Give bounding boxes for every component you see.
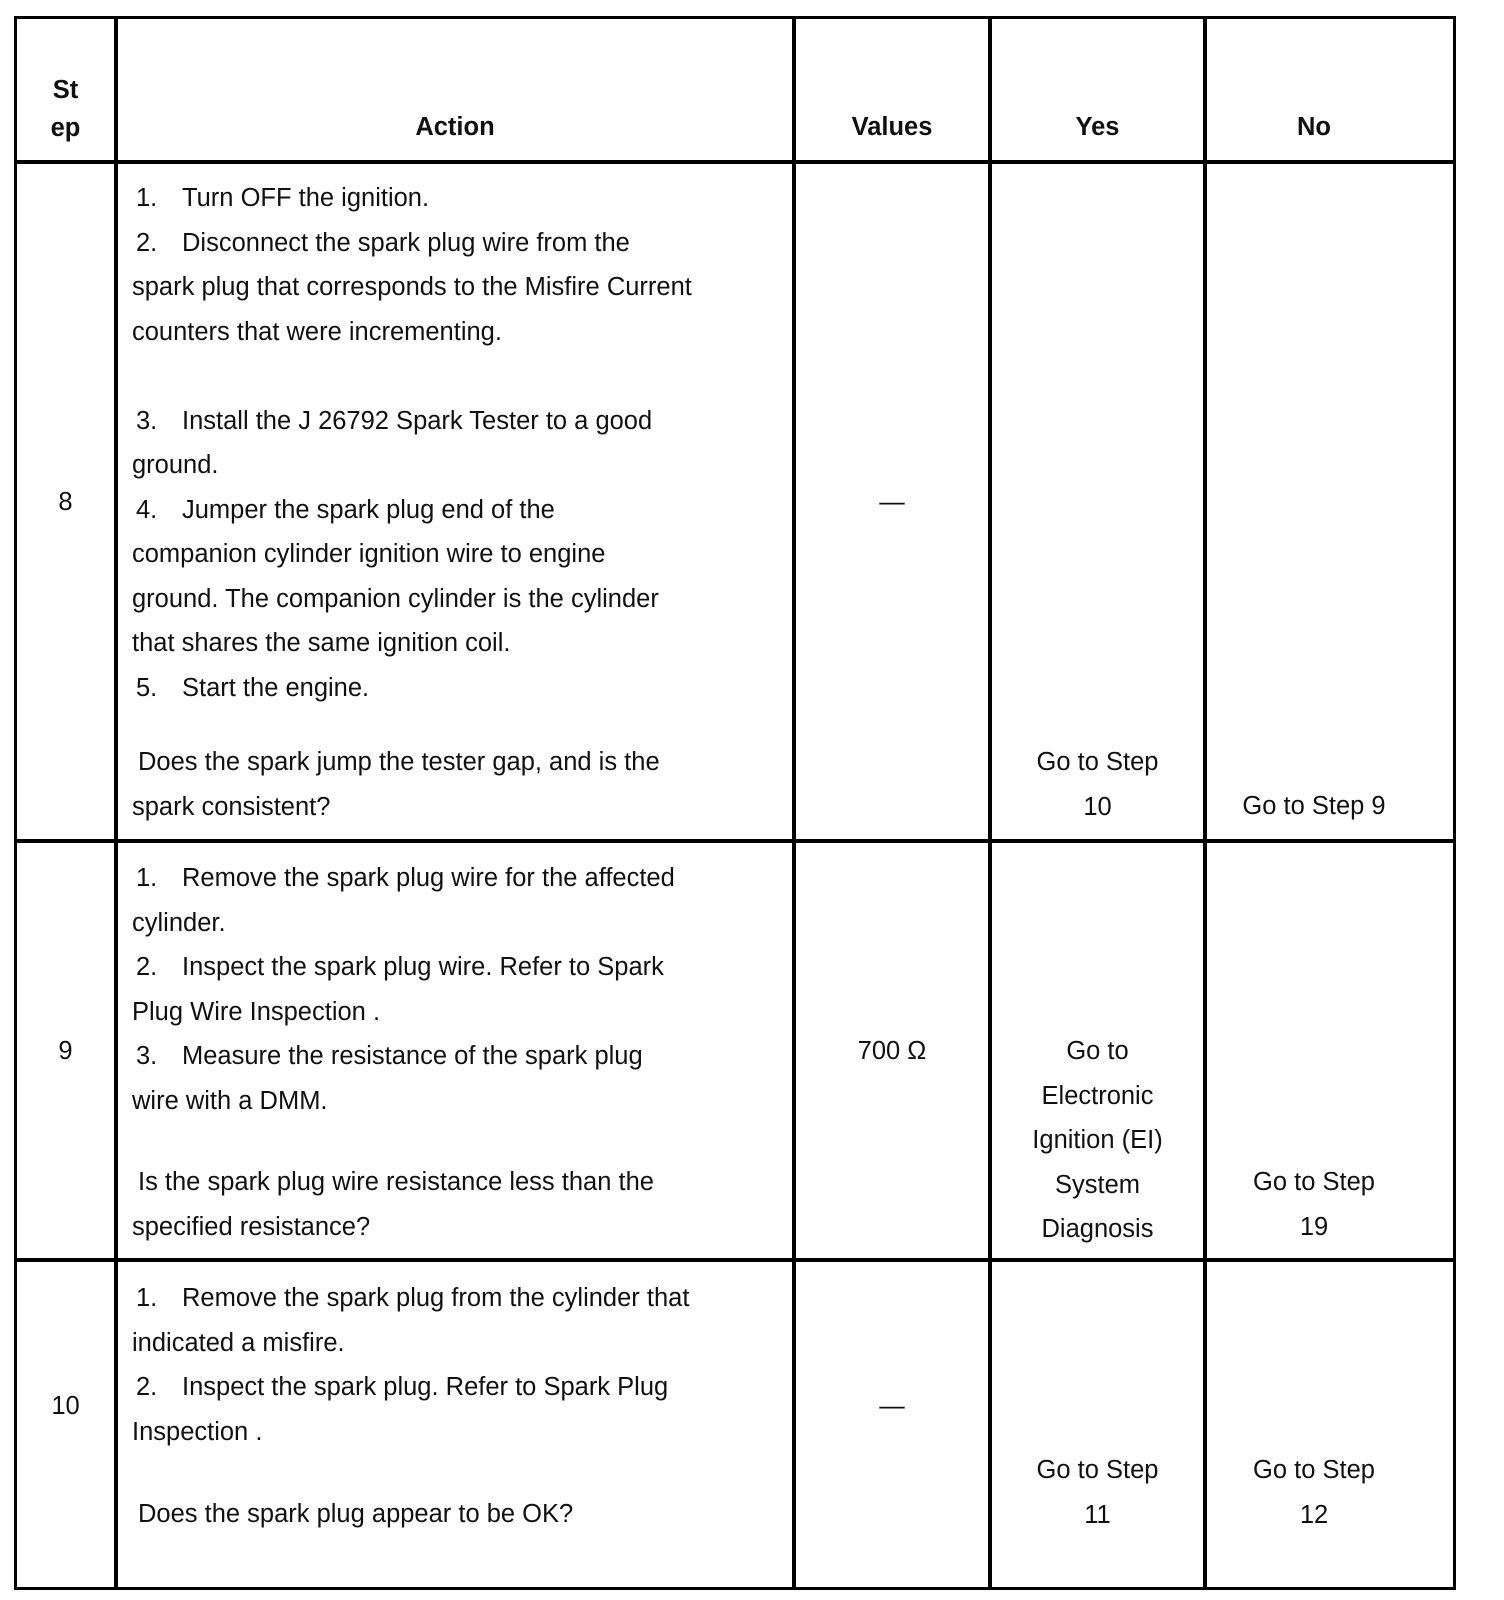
yes-line: 10 bbox=[1083, 792, 1112, 821]
no-cell bbox=[1207, 784, 1421, 829]
action-line: 2. Inspect the spark plug wire. Refer to Spark bbox=[136, 953, 664, 981]
step-number: 9 bbox=[58, 1037, 73, 1065]
value-cell: — bbox=[879, 488, 905, 516]
yes-cell bbox=[992, 740, 1203, 829]
yes-cell bbox=[992, 1448, 1203, 1537]
question-line: spark consistent? bbox=[132, 792, 331, 821]
action-line: spark plug that corresponds to the Misfire Current bbox=[132, 273, 692, 301]
header-action: Action bbox=[415, 113, 495, 141]
value-cell: — bbox=[879, 1392, 905, 1420]
no-cell bbox=[1207, 1160, 1421, 1249]
action-line: Inspection . bbox=[132, 1417, 263, 1446]
row-divider bbox=[17, 839, 1453, 843]
action-line: 3. Measure the resistance of the spark plug bbox=[136, 1042, 643, 1070]
action-line: 3. Install the J 26792 Spark Tester to a good bbox=[136, 406, 653, 435]
action-line: ground. The companion cylinder is the cylinder bbox=[132, 584, 659, 613]
action-text bbox=[132, 1276, 782, 1454]
no-line: Go to Step 9 bbox=[1242, 792, 1386, 820]
action-line: that shares the same ignition coil. bbox=[132, 629, 511, 657]
action-text bbox=[132, 176, 782, 710]
no-line: 12 bbox=[1299, 1500, 1329, 1529]
header-no: No bbox=[1297, 113, 1331, 141]
header-values: Values bbox=[851, 113, 933, 141]
action-line: 1. Turn OFF the ignition. bbox=[136, 184, 430, 212]
header-yes: Yes bbox=[1075, 113, 1120, 141]
yes-line: Go to Step bbox=[1036, 748, 1159, 776]
value-cell: 700 Ω bbox=[857, 1037, 927, 1065]
action-line: 1. Remove the spark plug wire for the affected bbox=[136, 864, 675, 892]
col-divider bbox=[114, 19, 118, 1587]
yes-line: Electronic bbox=[1041, 1081, 1154, 1110]
action-line: wire with a DMM. bbox=[132, 1086, 328, 1115]
yes-line: 11 bbox=[1084, 1500, 1111, 1529]
step-number: 10 bbox=[51, 1392, 80, 1420]
question-line: specified resistance? bbox=[132, 1212, 371, 1241]
row-divider bbox=[17, 1258, 1453, 1262]
no-cell bbox=[1207, 1448, 1421, 1537]
yes-line: Diagnosis bbox=[1041, 1215, 1154, 1243]
action-line: 5. Start the engine. bbox=[136, 673, 370, 702]
action-line: indicated a misfire. bbox=[132, 1328, 345, 1357]
question-line: Is the spark plug wire resistance less than the bbox=[138, 1168, 654, 1196]
yes-line: Go to Step bbox=[1036, 1456, 1159, 1484]
row-divider bbox=[17, 160, 1453, 164]
action-line: 4. Jumper the spark plug end of the bbox=[136, 495, 555, 524]
yes-cell bbox=[992, 1029, 1203, 1252]
action-line: companion cylinder ignition wire to engine bbox=[132, 540, 606, 568]
action-text bbox=[132, 856, 782, 1123]
yes-line: System bbox=[1054, 1170, 1141, 1199]
action-line: ground. bbox=[132, 451, 219, 479]
step-number: 8 bbox=[58, 488, 73, 516]
question-line: Does the spark plug appear to be OK? bbox=[138, 1500, 574, 1528]
action-line: 1. Remove the spark plug from the cylinder that bbox=[136, 1284, 690, 1312]
question-text bbox=[138, 1492, 788, 1537]
header-step bbox=[17, 71, 114, 147]
col-divider bbox=[792, 19, 796, 1587]
question-line: Does the spark jump the tester gap, and is the bbox=[138, 748, 660, 776]
yes-line: Go to bbox=[1066, 1037, 1129, 1065]
no-line: Go to Step bbox=[1253, 1168, 1375, 1196]
question-text bbox=[132, 740, 788, 829]
header-step-line1: St bbox=[52, 76, 79, 104]
no-line: Go to Step bbox=[1253, 1456, 1375, 1484]
action-line: cylinder. bbox=[132, 908, 226, 937]
diagnostic-table bbox=[14, 16, 1456, 1590]
question-text bbox=[132, 1160, 788, 1249]
action-line: 2. Disconnect the spark plug wire from the bbox=[136, 228, 630, 257]
action-line: Plug Wire Inspection . bbox=[132, 997, 381, 1026]
action-line: counters that were incrementing. bbox=[132, 317, 502, 346]
header-step-line2: ep bbox=[50, 114, 81, 142]
yes-line: Ignition (EI) bbox=[1032, 1126, 1163, 1154]
no-line: 19 bbox=[1299, 1212, 1329, 1241]
action-line: 2. Inspect the spark plug. Refer to Spark Plug bbox=[136, 1373, 669, 1401]
